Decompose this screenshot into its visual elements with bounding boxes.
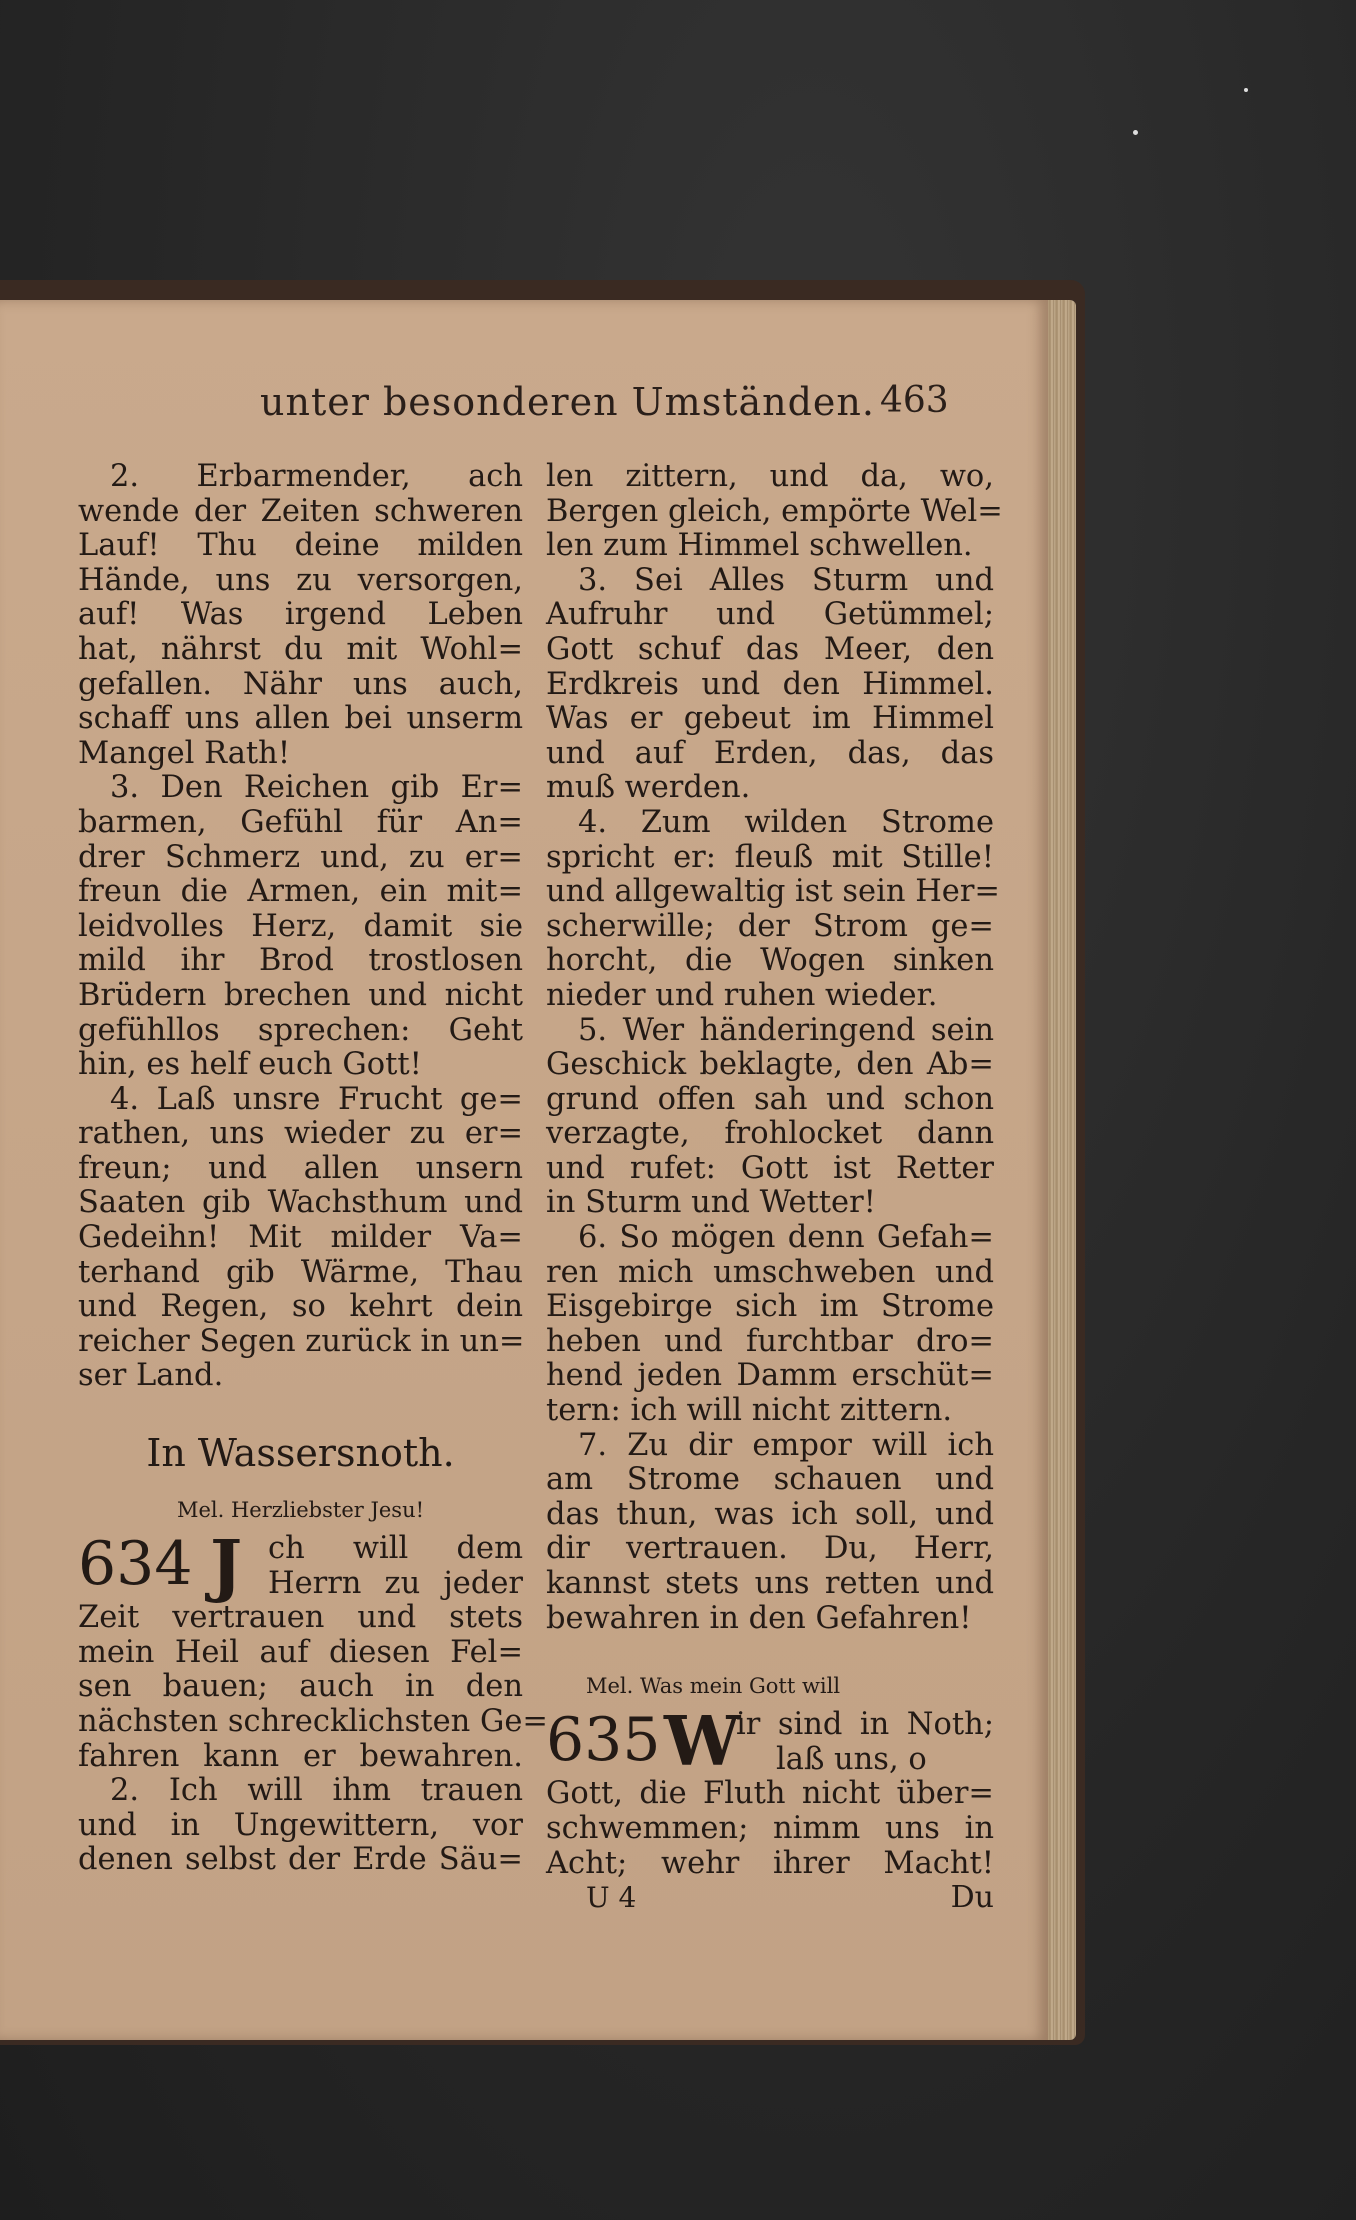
dust-speck <box>1133 130 1138 135</box>
text-line: Mangel Rath! <box>78 735 291 771</box>
running-head: unter besonderen Umständen. <box>260 380 875 424</box>
text-line: bewahren in den Gefahren! <box>546 1600 972 1636</box>
text-line: barmen, Gefühl für An= <box>78 804 523 840</box>
text-line: schwemmen; nimm uns in <box>546 1810 994 1846</box>
text-line: in Sturm und Wetter! <box>546 1185 876 1221</box>
text-line: und rufet: Gott ist Retter <box>546 1150 994 1186</box>
text-line: dir vertrauen. Du, Herr, <box>546 1531 994 1567</box>
text-line: mein Heil auf diesen Fel= <box>78 1634 523 1670</box>
text-line: ch will dem <box>268 1531 523 1567</box>
hymn-number: 634 <box>78 1529 193 1600</box>
dust-speck <box>1244 88 1248 92</box>
melody-note: Mel. Herzliebster Jesu! <box>176 1498 425 1523</box>
text-line: Eisgebirge sich im Strome <box>546 1289 994 1325</box>
text-line: und auf Erden, das, das <box>546 735 994 771</box>
text-line: Geschick beklagte, den Ab= <box>546 1047 994 1083</box>
page-header <box>260 380 1000 440</box>
catchword: Du <box>950 1880 994 1916</box>
text-line: sen bauen; auch in den <box>78 1669 523 1705</box>
text-line: heben und furchtbar dro= <box>546 1323 994 1359</box>
text-line: Erdkreis und den Himmel. <box>546 666 994 702</box>
text-line: verzagte, frohlocket dann <box>546 1116 994 1152</box>
text-line: len zum Himmel schwellen. <box>546 528 973 564</box>
text-line: rathen, uns wieder zu er= <box>78 1116 523 1152</box>
text-line: tern: ich will nicht zittern. <box>546 1393 953 1429</box>
text-line: reicher Segen zurück in un= <box>78 1323 525 1359</box>
text-line: hin, es helf euch Gott! <box>78 1047 422 1083</box>
page-footer <box>546 1881 994 1915</box>
text-line: Gott, die Fluth nicht über= <box>546 1776 994 1812</box>
text-line: ren mich umschweben und <box>546 1254 994 1290</box>
left-column <box>78 459 548 1878</box>
text-line: muß werden. <box>546 770 751 806</box>
text-line: Zeit vertrauen und stets <box>78 1600 523 1636</box>
text-line: wende der Zeiten schweren <box>78 493 523 529</box>
drop-cap: W <box>664 1702 741 1783</box>
text-line: kannst stets uns retten und <box>546 1566 994 1601</box>
text-line: Hände, uns zu versorgen, <box>78 562 523 598</box>
text-line: 6. So mögen denn Gefah= <box>578 1220 994 1256</box>
text-line: 4. Zum wilden Strome <box>578 804 994 840</box>
text-line: hat, nährst du mit Wohl= <box>78 631 523 667</box>
page-number: 463 <box>880 380 949 421</box>
text-line: hend jeden Damm erschüt= <box>546 1358 994 1394</box>
text-line: Was er gebeut im Himmel <box>546 701 994 737</box>
text-line: ser Land. <box>78 1358 224 1394</box>
melody-note: Mel. Was mein Gott will <box>586 1674 841 1699</box>
text-line: drer Schmerz und, zu er= <box>78 839 523 875</box>
drop-cap: J <box>210 1526 243 1607</box>
right-column <box>546 459 1003 1916</box>
text-line: spricht er: fleuß mit Stille! <box>546 839 994 875</box>
text-line: Herrn zu jeder <box>268 1565 523 1601</box>
text-line: 2. Erbarmender, ach <box>110 459 523 494</box>
hymn-number: 635 <box>546 1705 661 1776</box>
text-line: auf! Was irgend Leben <box>78 597 523 633</box>
text-line: terhand gib Wärme, Thau <box>78 1254 523 1290</box>
text-line: denen selbst der Erde Säu= <box>78 1842 523 1878</box>
text-line: grund offen sah und schon <box>546 1081 994 1117</box>
text-line: 3. Den Reichen gib Er= <box>110 770 523 806</box>
text-line: 7. Zu dir empor will ich <box>578 1427 994 1463</box>
text-line: mild ihr Brod trostlosen <box>78 943 523 979</box>
signature-mark: U 4 <box>586 1881 637 1915</box>
text-line: Aufruhr und Getümmel; <box>546 597 994 633</box>
text-line: am Strome schauen und <box>546 1462 994 1498</box>
text-line: gefallen. Nähr uns auch, <box>78 666 523 702</box>
text-line: und allgewaltig ist sein Her= <box>546 874 1000 910</box>
text-line: horcht, die Wogen sinken <box>546 943 994 979</box>
text-line: gefühllos sprechen: Geht <box>78 1012 523 1048</box>
hymn-635 <box>546 1702 994 1881</box>
text-line: und Regen, so kehrt dein <box>78 1289 523 1325</box>
text-line: nächsten schrecklichsten Ge= <box>78 1704 548 1739</box>
text-line: Gedeihn! Mit milder Va= <box>78 1220 523 1256</box>
text-line: 2. Ich will ihm trauen <box>110 1773 523 1809</box>
text-line: nieder und ruhen wieder. <box>546 977 938 1013</box>
text-line: 5. Wer händeringend sein <box>578 1012 994 1048</box>
text-line: Gott schuf das Meer, den <box>546 631 994 667</box>
text-line: 4. Laß unsre Frucht ge= <box>110 1081 523 1117</box>
text-line: len zittern, und da, wo, <box>546 459 994 494</box>
text-line: das thun, was ich soll, und <box>546 1496 994 1532</box>
text-line: ir sind in Noth; <box>736 1707 994 1743</box>
text-line: freun; und allen unsern <box>78 1150 523 1186</box>
section-title: In Wassersnoth. <box>146 1431 455 1476</box>
hymn-634 <box>78 1526 548 1878</box>
text-line: fahren kann er bewahren. <box>78 1738 523 1774</box>
text-line: und in Ungewittern, vor <box>78 1807 523 1843</box>
text-line: 3. Sei Alles Sturm und <box>578 562 994 598</box>
text-line: scherwille; der Strom ge= <box>546 908 994 944</box>
text-line: Bergen gleich, empörte Wel= <box>546 493 1003 529</box>
text-line: freun die Armen, ein mit= <box>78 874 523 910</box>
text-line: Lauf! Thu deine milden <box>78 528 523 564</box>
text-line: Brüdern brechen und nicht <box>78 977 523 1013</box>
book-page <box>0 300 1048 2040</box>
text-line: Saaten gib Wachsthum und <box>78 1185 523 1221</box>
text-line: laß uns, o <box>776 1741 927 1777</box>
text-line: schaff uns allen bei unserm <box>78 701 523 737</box>
text-line: Acht; wehr ihrer Macht! <box>546 1845 994 1881</box>
text-line: leidvolles Herz, damit sie <box>78 908 523 944</box>
